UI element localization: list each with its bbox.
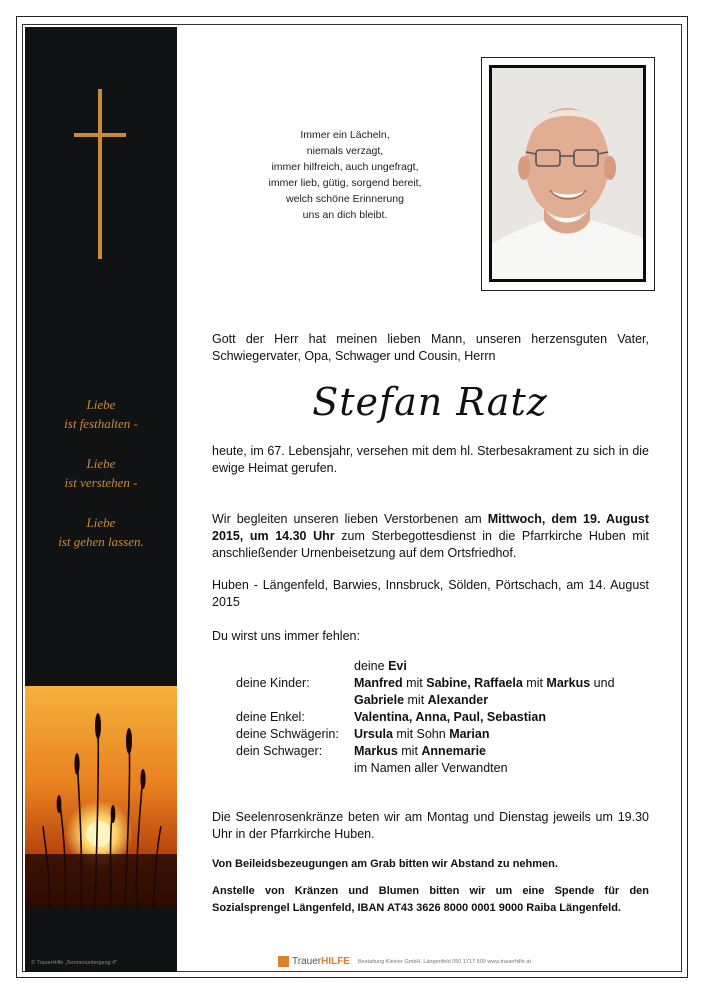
intro-text: Gott der Herr hat meinen lieben Mann, unseren herzensguten Vater, Schwiegervater, Opa, Schwager und Cousin, Herrn [212, 332, 649, 363]
condolence-note: Von Beileidsbezeugungen am Grab bitten wir Abstand zu nehmen. [212, 858, 558, 870]
image-credit: © TrauerHilfe „Sonnenuntergang 4" [31, 960, 118, 966]
family-row-all: im Namen aller Verwandten [354, 761, 508, 775]
deceased-name: Stefan Ratz [312, 380, 548, 424]
footer [278, 958, 618, 972]
miss-line: Du wirst uns immer fehlen: [212, 629, 360, 643]
place-date: Huben - Längenfeld, Barwies, Innsbruck, Sölden, Pörtschach, am 14. August 2015 [212, 578, 649, 609]
family-row-grandchildren: deine Enkel: Valentina, Anna, Paul, Sebastian [236, 710, 546, 724]
trauerhilfe-logo-icon [278, 956, 289, 967]
family-row-children-2: Gabriele mit Alexander [354, 693, 489, 707]
family-row-brother-in-law: dein Schwager: Markus mit Annemarie [236, 744, 486, 758]
family-row-sister-in-law: deine Schwägerin: Ursula mit Sohn Marian [236, 727, 490, 741]
family-row-wife: deine Evi [354, 659, 407, 673]
footer-info: Bestattung Kleiner GmbH, Längenfeld 050 1717 500 www.trauerhilfe.at [358, 959, 532, 965]
motto-poem: Immer ein Lächeln, niemals verzagt, immer hilfreich, auch ungefragt, immer lieb, gütig, sorgend bereit, welch schöne Erinnerung uns an dich bleibt. [268, 129, 422, 221]
portrait-photo [489, 65, 646, 282]
footer-brand: TrauerHILFE [292, 956, 350, 967]
family-row-children: deine Kinder: Manfred mit Sabine, Raffaela mit Markus und [236, 676, 615, 690]
side-panel [25, 27, 177, 972]
family-list [212, 658, 649, 777]
cross-icon [74, 89, 126, 259]
donation-note: Anstelle von Kränzen und Blumen bitten wir um eine Spende für den Sozialsprengel Längenfeld, IBAN AT43 3626 8000 0001 9000 Raiba Längenfeld. [212, 885, 649, 914]
sunset-image [25, 686, 177, 908]
portrait-frame [481, 57, 655, 291]
death-notice: heute, im 67. Lebensjahr, versehen mit dem hl. Sterbesakrament zu sich in die ewige Heimat gerufen. [212, 444, 649, 475]
funeral-info: Wir begleiten unseren lieben Verstorbenen am Mittwoch, dem 19. August 2015, um 14.30 Uhr zum Sterbegottesdienst in die Pfarrkirche Huben mit anschließender Urnenbeisetzung auf dem Ortsfriedhof. [212, 512, 650, 560]
rosary-text: Die Seelenrosenkränze beten wir am Montag und Dienstag jeweils um 19.30 Uhr in der Pfarrkirche Huben. [212, 810, 649, 841]
side-poem: Liebe ist festhalten - Liebe ist verstehen - Liebe ist gehen lassen. [58, 397, 144, 549]
